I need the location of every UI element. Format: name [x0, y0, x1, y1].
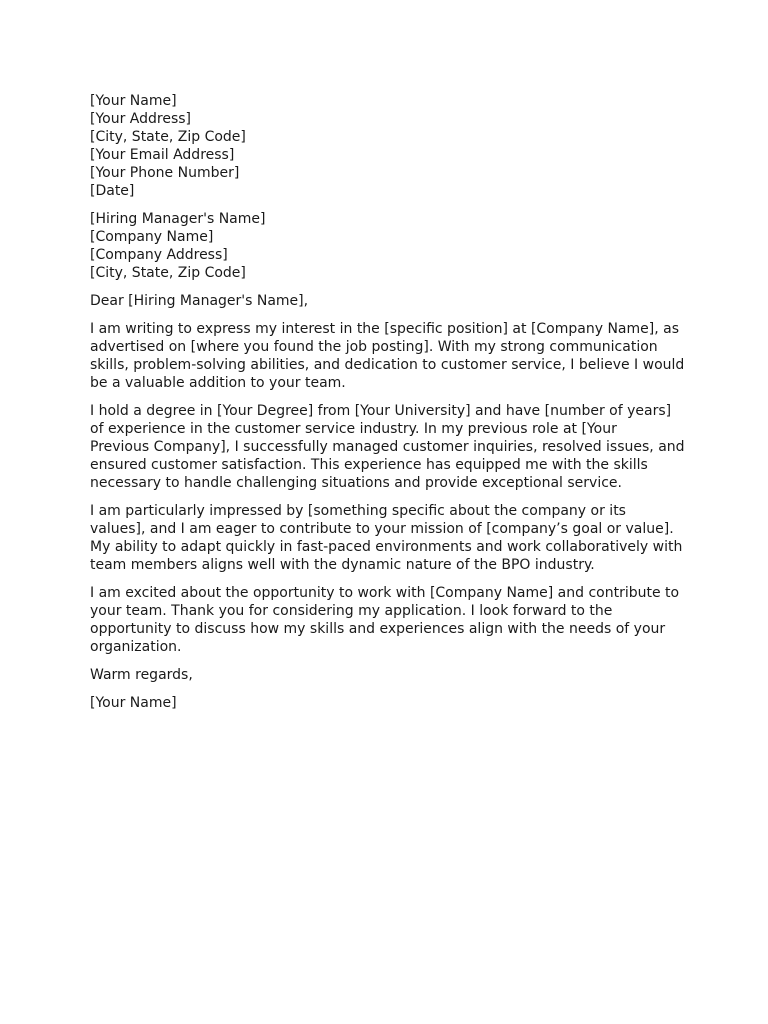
- paragraph-line: I am writing to express my interest in the [specific position] at [Company Name], as: [90, 321, 679, 337]
- paragraph-line: skills, problem-solving abilities, and dedication to customer service, I believe I would: [90, 357, 685, 373]
- paragraph-line: team members aligns well with the dynamic nature of the BPO industry.: [90, 557, 595, 573]
- body-paragraph-1: [90, 320, 690, 392]
- sender-city-state-zip: [City, State, Zip Code]: [90, 129, 246, 145]
- body-paragraph-4: [90, 584, 690, 656]
- letter-page: [90, 92, 690, 722]
- paragraph-line: necessary to handle challenging situations and provide exceptional service.: [90, 475, 622, 491]
- paragraph-line: I hold a degree in [Your Degree] from [Your University] and have [number of years]: [90, 403, 672, 419]
- paragraph-line: be a valuable addition to your team.: [90, 375, 346, 391]
- paragraph-line: values], and I am eager to contribute to your mission of [company’s goal or value].: [90, 521, 674, 537]
- signature-name: [Your Name]: [90, 695, 177, 711]
- signature: [90, 694, 690, 712]
- paragraph-line: My ability to adapt quickly in fast-paced environments and work collaboratively with: [90, 539, 683, 555]
- paragraph-line: ensured customer satisfaction. This experience has equipped me with the skills: [90, 457, 648, 473]
- sender-email: [Your Email Address]: [90, 147, 235, 163]
- paragraph-line: of experience in the customer service industry. In my previous role at [Your: [90, 421, 617, 437]
- paragraph-line: I am excited about the opportunity to work with [Company Name] and contribute to: [90, 585, 680, 601]
- sender-phone: [Your Phone Number]: [90, 165, 240, 181]
- salutation: [90, 292, 690, 310]
- closing-text: Warm regards,: [90, 667, 193, 683]
- paragraph-line: organization.: [90, 639, 182, 655]
- paragraph-line: your team. Thank you for considering my application. I look forward to the: [90, 603, 613, 619]
- recipient-city-state-zip: [City, State, Zip Code]: [90, 265, 246, 281]
- sender-address: [Your Address]: [90, 111, 192, 127]
- paragraph-line: advertised on [where you found the job posting]. With my strong communication: [90, 339, 658, 355]
- body-paragraph-2: [90, 402, 690, 492]
- recipient-company: [Company Name]: [90, 229, 214, 245]
- paragraph-line: opportunity to discuss how my skills and experiences align with the needs of your: [90, 621, 666, 637]
- closing: [90, 666, 690, 684]
- recipient-address-block: [90, 210, 690, 282]
- recipient-address: [Company Address]: [90, 247, 228, 263]
- paragraph-line: I am particularly impressed by [something specific about the company or its: [90, 503, 626, 519]
- letter-date: [Date]: [90, 183, 135, 199]
- paragraph-line: Previous Company], I successfully managed customer inquiries, resolved issues, and: [90, 439, 685, 455]
- body-paragraph-3: [90, 502, 690, 574]
- sender-address-block: [90, 92, 690, 200]
- recipient-name: [Hiring Manager's Name]: [90, 211, 266, 227]
- sender-name: [Your Name]: [90, 93, 177, 109]
- salutation-text: Dear [Hiring Manager's Name],: [90, 293, 309, 309]
